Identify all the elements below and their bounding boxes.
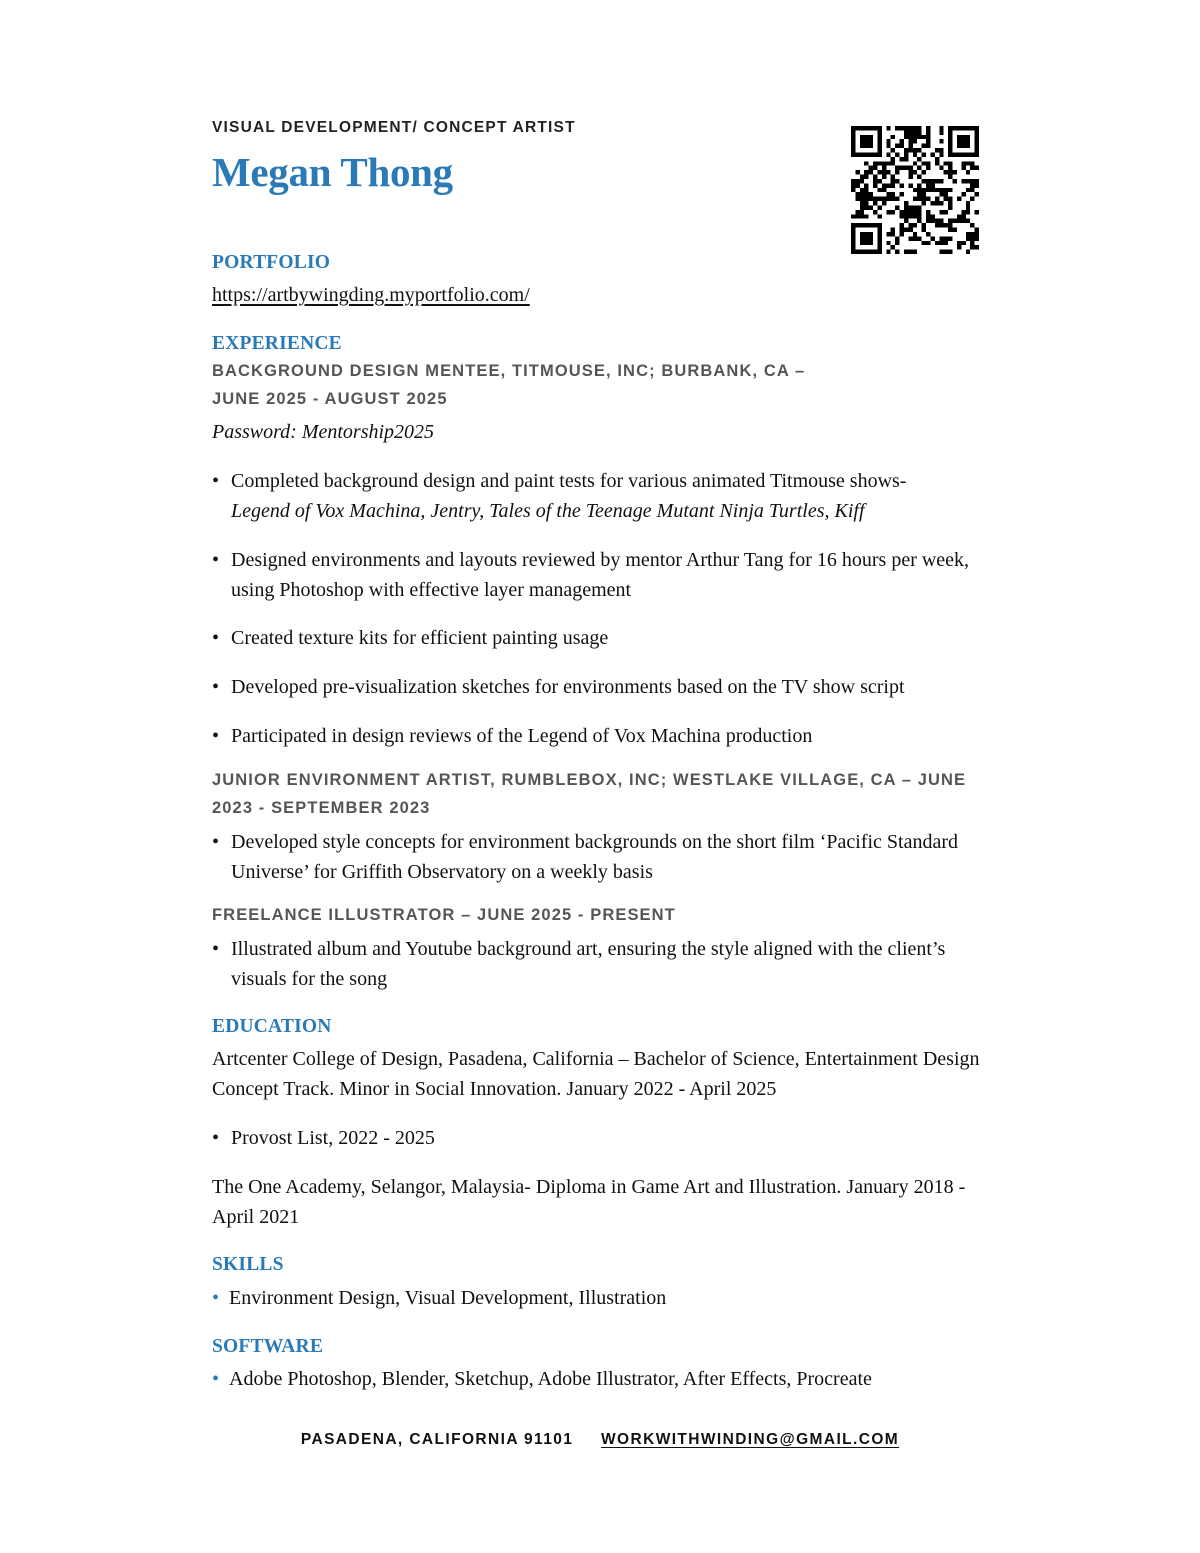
software-heading: SOFTWARE	[212, 1336, 324, 1357]
list-item	[212, 545, 992, 605]
list-item	[212, 466, 992, 526]
experience-heading: EXPERIENCE	[212, 333, 342, 354]
job-note: Password: Mentorship2025	[212, 421, 435, 443]
candidate-name: Megan Thong	[212, 149, 453, 195]
portfolio-link[interactable]: https://artbywingding.myportfolio.com/	[212, 284, 530, 306]
bullet-text: Developed style concepts for environment backgrounds on the short film ‘Pacific Standard Universe’ for Griffith Observatory on a weekly basis	[231, 831, 959, 883]
education-entry: The One Academy, Selangor, Malaysia- Diploma in Game Art and Illustration. January 2018 - April 2021	[212, 1176, 966, 1228]
bullet-text: Adobe Photoshop, Blender, Sketchup, Adobe Illustrator, After Effects, Procreate	[229, 1368, 872, 1390]
bullet-icon: •	[212, 676, 220, 698]
list-item	[212, 1123, 992, 1153]
footer-email-link[interactable]: WORKWITHWINDING@GMAIL.COM	[601, 1431, 900, 1448]
footer	[0, 1431, 1200, 1449]
job-title: VISUAL DEVELOPMENT/ CONCEPT ARTIST	[212, 119, 576, 136]
bullet-icon: •	[212, 1287, 220, 1309]
bullet-icon: •	[212, 549, 220, 571]
list-item	[212, 623, 992, 653]
qr-code-icon[interactable]	[851, 126, 979, 254]
bullet-icon: •	[212, 831, 220, 853]
education-entry: Artcenter College of Design, Pasadena, California – Bachelor of Science, Entertainment Design Concept Track. Minor in Social Innovation. January 2022 - April 2025	[212, 1048, 980, 1100]
bullet-text: Illustrated album and Youtube background art, ensuring the style aligned with the client’s visuals for the song	[231, 938, 946, 990]
bullet-icon: •	[212, 725, 220, 747]
education-heading: EDUCATION	[212, 1016, 332, 1037]
job-role-line: JUNE 2025 - AUGUST 2025	[212, 390, 448, 408]
portfolio-heading: PORTFOLIO	[212, 252, 331, 273]
bullet-icon: •	[212, 627, 220, 649]
bullet-text: Completed background design and paint tests for various animated Titmouse shows-	[231, 470, 907, 492]
footer-address: PASADENA, CALIFORNIA 91101	[300, 1431, 574, 1448]
skills-heading: SKILLS	[212, 1254, 284, 1275]
list-item	[212, 934, 992, 994]
bullet-text: Designed environments and layouts reviewed by mentor Arthur Tang for 16 hours per week, using Photoshop with effective layer management	[231, 549, 970, 601]
list-item	[212, 721, 992, 751]
bullet-text: Provost List, 2022 - 2025	[231, 1127, 435, 1149]
bullet-text: Developed pre-visualization sketches for environments based on the TV show script	[231, 676, 905, 698]
bullet-text: Created texture kits for efficient painting usage	[231, 627, 609, 649]
list-item	[212, 1283, 992, 1313]
bullet-icon: •	[212, 1368, 220, 1390]
bullet-text: Participated in design reviews of the Legend of Vox Machina production	[231, 725, 813, 747]
list-item	[212, 1364, 992, 1394]
bullet-icon: •	[212, 470, 220, 492]
list-item	[212, 672, 992, 702]
job-role-titmouse	[212, 357, 982, 413]
bullet-text: Environment Design, Visual Development, Illustration	[229, 1287, 667, 1309]
job-role-freelance: FREELANCE ILLUSTRATOR – JUNE 2025 - PRESENT	[212, 906, 676, 924]
list-item	[212, 827, 992, 887]
bullet-icon: •	[212, 1127, 220, 1149]
job-role-line: BACKGROUND DESIGN MENTEE, TITMOUSE, INC; BURBANK, CA –	[212, 362, 806, 380]
bullet-icon: •	[212, 938, 220, 960]
bullet-text-italic: Legend of Vox Machina, Jentry, Tales of the Teenage Mutant Ninja Turtles, Kiff	[231, 500, 865, 522]
job-role-rumblebox: JUNIOR ENVIRONMENT ARTIST, RUMBLEBOX, INC; WESTLAKE VILLAGE, CA – JUNE 2023 - SEPTEMBER 2023	[212, 771, 967, 817]
